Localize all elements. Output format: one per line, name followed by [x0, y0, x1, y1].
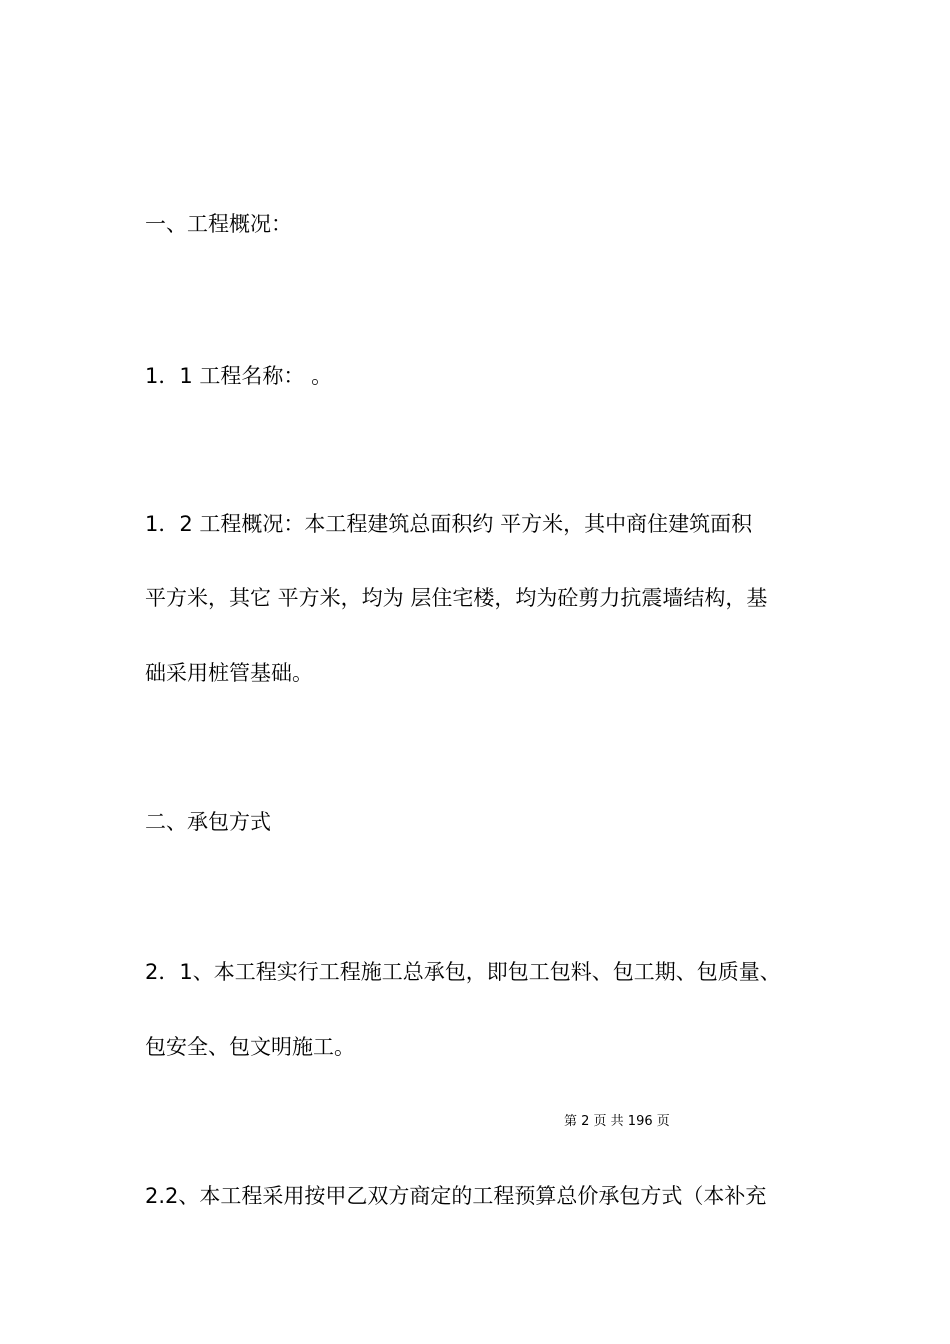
section-1-heading: 一、工程概况：: [145, 212, 292, 236]
project-overview-line-1: 1．2 工程概况：本工程建筑总面积约 平方米，其中商住建筑面积: [145, 512, 753, 536]
page-number-footer: 第 2 页 共 196 页: [564, 1114, 670, 1129]
contract-clause-2-1-line-1: 2．1、本工程实行工程施工总承包，即包工包料、包工期、包质量、: [145, 960, 781, 984]
contract-clause-2-1-line-2: 包安全、包文明施工。: [145, 1035, 355, 1059]
project-name-line: 1．1 工程名称： 。: [145, 364, 333, 388]
project-overview-line-3: 础采用桩管基础。: [145, 661, 313, 685]
section-2-heading: 二、承包方式: [145, 810, 271, 834]
project-overview-line-2: 平方米，其它 平方米，均为 层住宅楼，均为砼剪力抗震墙结构，基: [145, 586, 768, 610]
contract-clause-2-2-line-1: 2.2、本工程采用按甲乙双方商定的工程预算总价承包方式（本补充: [145, 1184, 767, 1208]
